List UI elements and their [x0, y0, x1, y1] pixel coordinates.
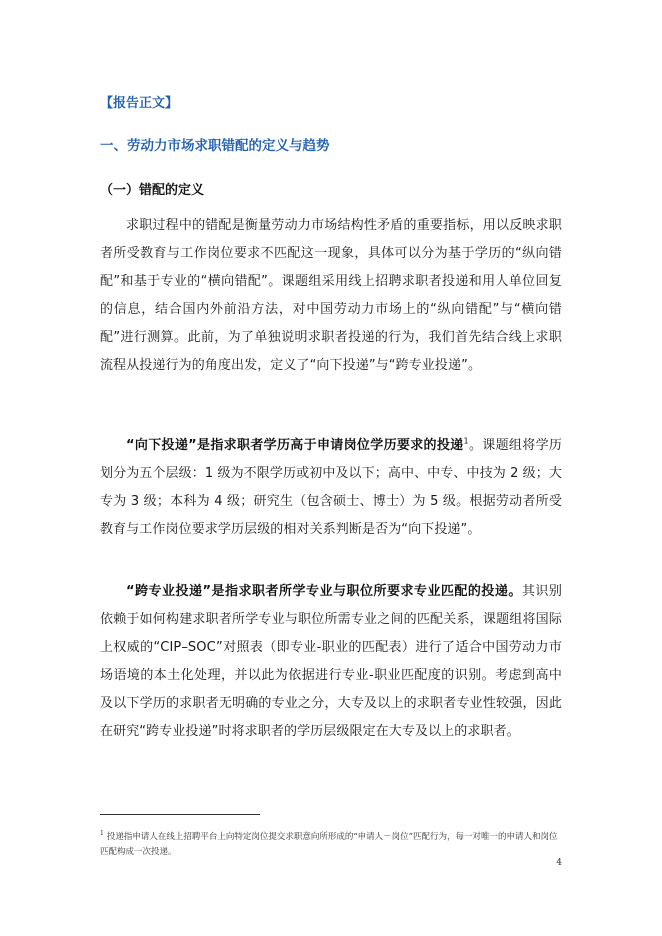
footnote-marker: 1	[100, 830, 104, 837]
paragraph-cross-major-application	[100, 578, 562, 746]
report-section-tag: 【报告正文】	[100, 96, 179, 111]
paragraph1-text: 求职过程中的错配是衡量劳动力市场结构性矛盾的重要指标，用以反映求职者所受教育与工作岗位要求不匹配这一现象，具体可以分为基于学历的“纵向错配”和基于专业的“横向错配”。课题组采用线上招聘求职者投递和用人单位回复的信息，结合国内外前沿方法，对中国劳动力市场上的“纵向错配”与“横向错配”进行测算。此前，为了单独说明求职者投递的行为，我们首先结合线上求职流程从投递行为的角度出发，定义了“向下投递”与“跨专业投递”。	[100, 218, 562, 373]
footnote-divider	[100, 814, 260, 815]
footnote-text: 投递指申请人在线上招聘平台上向特定岗位提交求职意向所形成的“申请人－岗位”匹配行为，每一对唯一的申请人和岗位匹配构成一次投递。	[100, 831, 558, 857]
subsection-heading: （一）错配的定义	[100, 183, 205, 198]
paragraph-mismatch-definition	[100, 212, 562, 380]
footnote-reference[interactable]: 1	[463, 436, 469, 446]
paragraph-downward-application	[100, 432, 562, 544]
paragraph2-text: 。课题组将学历划分为五个层级：1 级为不限学历或初中及以下；高中、中专、中技为 2 级；大专为 3 级；本科为 4 级；研究生（包含硕士、博士）为 5 级。根据劳动者所受教育与工作岗位要求学历层级的相对关系判断是否为“向下投递”。	[100, 438, 562, 537]
page-number: 4	[556, 858, 562, 868]
downward-application-definition: “向下投递”是指求职者学历高于申请岗位学历要求的投递	[126, 438, 464, 453]
paragraph3-text: 其识别依赖于如何构建求职者所学专业与职位所需专业之间的匹配关系，课题组将国际上权威的“CIP–SOC”对照表（即专业-职业的匹配表）进行了适合中国劳动力市场语境的本土化处理，并以此为依据进行专业-职业匹配度的识别。考虑到高中及以下学历的求职者无明确的专业之分，大专及以上的求职者专业性较强，因此在研究“跨专业投递”时将求职者的学历层级限定在大专及以上的求职者。	[100, 584, 562, 739]
cross-major-definition: “跨专业投递”是指求职者所学专业与职位所要求专业匹配的投递。	[126, 584, 522, 599]
section-heading: 一、劳动力市场求职错配的定义与趋势	[100, 138, 330, 154]
footnote	[100, 826, 562, 860]
